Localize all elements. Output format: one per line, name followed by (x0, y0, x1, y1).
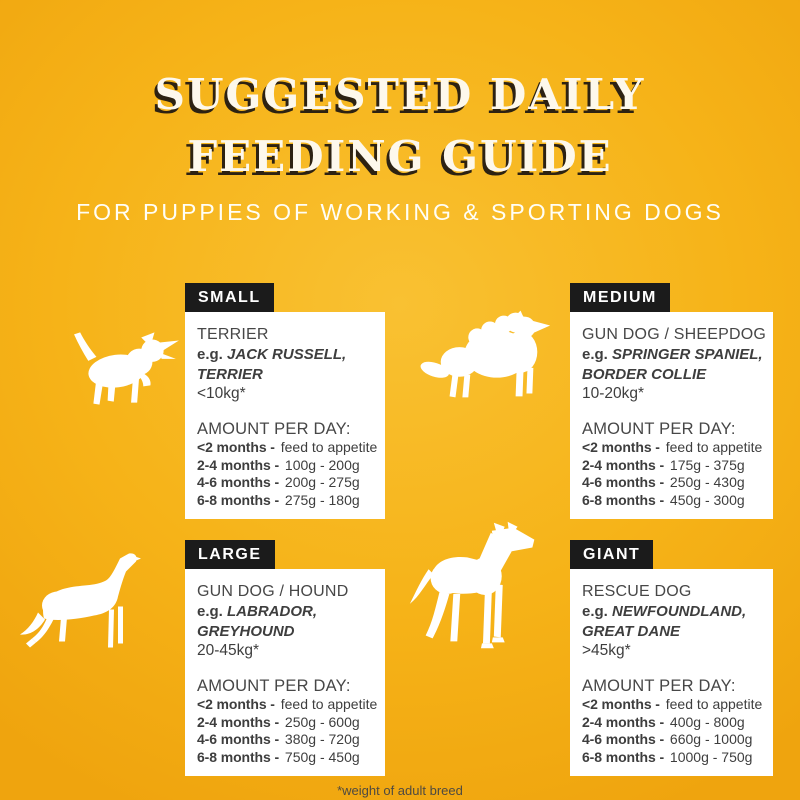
size-tab-giant: GIANT (570, 540, 653, 569)
adult-weight: 10-20kg* (582, 385, 645, 402)
breed-examples-line2: TERRIER (197, 365, 263, 383)
feeding-card-medium (570, 312, 773, 519)
feed-row: 2-4 months - 400g - 800g (582, 713, 745, 730)
feed-row: <2 months - feed to appetite (582, 696, 763, 712)
feed-row: <2 months - feed to appetite (197, 439, 378, 455)
feed-row: 4-6 months - 380g - 720g (197, 731, 360, 748)
feed-row: 4-6 months - 200g - 275g (197, 474, 360, 491)
panel-giant (570, 540, 773, 776)
feed-row: <2 months - feed to appetite (197, 696, 378, 712)
header (0, 64, 800, 226)
breed-examples-line1: e.g. NEWFOUNDLAND, (582, 603, 747, 620)
terrier-silhouette-icon (72, 327, 184, 407)
breed-type: GUN DOG / HOUND (197, 583, 349, 600)
adult-weight: >45kg* (582, 642, 631, 659)
feed-row: 2-4 months - 250g - 600g (197, 713, 360, 730)
adult-weight-footnote: *weight of adult breed (337, 783, 463, 798)
feed-row: 6-8 months - 275g - 180g (197, 491, 360, 508)
adult-weight: 20-45kg* (197, 642, 260, 659)
feed-row: 2-4 months - 100g - 200g (197, 456, 360, 473)
panel-large (185, 540, 385, 776)
greyhound-silhouette-icon (17, 551, 177, 652)
adult-weight: <10kg* (197, 385, 246, 402)
amount-heading: AMOUNT PER DAY: (197, 420, 351, 438)
panel-small (185, 283, 385, 519)
amount-heading: AMOUNT PER DAY: (197, 677, 351, 695)
amount-heading: AMOUNT PER DAY: (582, 420, 736, 438)
amount-heading: AMOUNT PER DAY: (582, 677, 736, 695)
breed-type: TERRIER (197, 326, 269, 343)
breed-examples-line1: e.g. LABRADOR, (197, 603, 318, 620)
feed-row: 6-8 months - 750g - 450g (197, 748, 360, 765)
size-tab-large: LARGE (185, 540, 275, 569)
feed-row: 6-8 months - 1000g - 750g (582, 748, 753, 765)
breed-examples-line2: GREAT DANE (582, 622, 681, 640)
breed-examples-line1: e.g. SPRINGER SPANIEL, (582, 346, 763, 363)
breed-examples-line2: BORDER COLLIE (582, 365, 707, 383)
page-subtitle: FOR PUPPIES OF WORKING & SPORTING DOGS (76, 199, 724, 225)
size-tab-small: SMALL (185, 283, 274, 312)
feed-row: <2 months - feed to appetite (582, 439, 763, 455)
breed-type: RESCUE DOG (582, 583, 692, 600)
great-dane-silhouette-icon (396, 519, 564, 661)
feeding-card-large (185, 569, 385, 776)
sheepdog-silhouette-icon (420, 310, 558, 402)
feeding-card-giant (570, 569, 773, 776)
page-title-line2: FEEDING GUIDE (187, 132, 613, 181)
feed-row: 4-6 months - 250g - 430g (582, 474, 745, 491)
feed-row: 6-8 months - 450g - 300g (582, 491, 745, 508)
breed-type: GUN DOG / SHEEPDOG (582, 326, 767, 343)
feed-row: 4-6 months - 660g - 1000g (582, 731, 753, 748)
breed-examples-line2: GREYHOUND (197, 622, 295, 640)
feed-row: 2-4 months - 175g - 375g (582, 456, 745, 473)
breed-examples-line1: e.g. JACK RUSSELL, (197, 346, 347, 363)
page-title-line1: SUGGESTED DAILY (154, 70, 646, 119)
feeding-card-small (185, 312, 385, 519)
panel-medium (570, 283, 773, 519)
size-tab-medium: MEDIUM (570, 283, 670, 312)
